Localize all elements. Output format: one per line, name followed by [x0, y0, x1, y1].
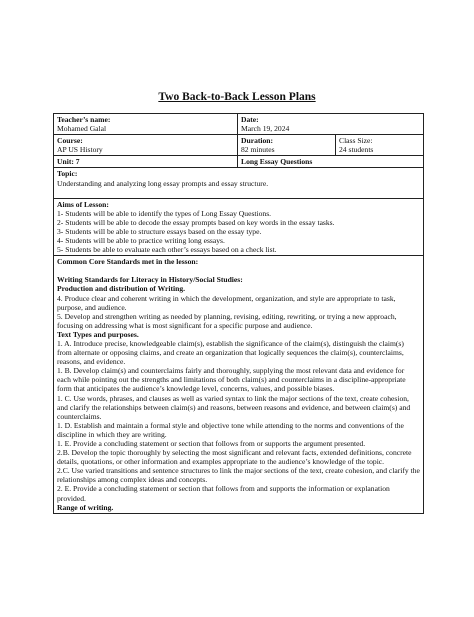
unit-row — [54, 156, 423, 168]
standard-item: 1. E. Provide a concluding statement or section that follows from or supports the argument presented. — [57, 439, 366, 448]
aims-cell — [54, 199, 423, 256]
standard-item: 1. B. Develop claim(s) and counterclaims fairly and thoroughly, supplying the most relevant data and evidence for each while pointing out the strengths and limitations of both claim(s) and counterclaims in a discipline-appropriate form that anticipates the audience’s knowledge level, concerns, values, and possible biases. — [57, 366, 406, 394]
aim-item: 5- Students be able to evaluate each other’s essays based on a check list. — [57, 245, 277, 255]
topic-row — [54, 168, 423, 198]
standard-item: 1. C. Use words, phrases, and clauses as well as varied syntax to link the major sections of the text, create cohesion, and clarify the relationships between claim(s) and reasons, between reasons and evidence, and between claim(s) and counterclaims. — [57, 393, 411, 421]
aim-item: 4- Students will be able to practice writing long essays. — [57, 236, 225, 246]
standards-cell — [54, 256, 423, 513]
teacher-label: Teacher’s name: — [57, 115, 111, 124]
teacher-value: Mohamed Galal — [57, 124, 107, 134]
standard-item: 1. D. Establish and maintain a formal style and objective tone while attending to the norms and conventions of the discipline in which they are writing. — [57, 420, 404, 439]
course-cell — [54, 135, 237, 155]
teacher-cell — [54, 114, 237, 134]
aim-item: 3- Students will be able to structure essays based on the essay type. — [57, 226, 262, 236]
standard-item: 5. Develop and strengthen writing as needed by planning, revising, editing, rewriting, or trying a new approach, focusing on addressing what is most significant for a specific purpose and audience. — [57, 311, 397, 330]
course-value: AP US History — [57, 145, 103, 155]
production-heading: Production and distribution of Writing. — [57, 284, 186, 294]
unit-title: Long Essay Questions — [237, 156, 423, 167]
standard-item: 2.B. Develop the topic thoroughly by selecting the most significant and relevant facts, extended definitions, concrete details, quotations, or other information and examples appropriate to the audience’s knowledge of the topic. — [57, 448, 412, 467]
course-label: Course: — [57, 136, 83, 146]
duration-cell — [237, 135, 335, 155]
class-size-value: 24 students — [339, 145, 374, 155]
aims-label: Aims of Lesson: — [57, 199, 109, 209]
aim-item: 2- Students will be able to decode the essay prompts based on key words in the essay tasks. — [57, 217, 335, 227]
standards-label: Common Core Standards met in the lesson: — [57, 257, 199, 267]
standard-item: 4. Produce clear and coherent writing in which the development, organization, and style are appropriate to task, purpose, and audience. — [57, 293, 396, 312]
topic-cell — [54, 168, 423, 197]
standard-item: 1. A. Introduce precise, knowledgeable claim(s), establish the significance of the claim(s), distinguish the claim(s) from alternate or opposing claims, and create an organization that logically sequences the claim(s), counterclaims, reasons, and evidence. — [57, 338, 404, 367]
class-size-label: Class Size: — [339, 136, 373, 146]
standard-item: 2. E. Provide a concluding statement or section that follows from and supports the information or explanation provided. — [57, 484, 390, 503]
lesson-plan-table — [53, 113, 424, 514]
range-heading: Range of writing. — [57, 502, 114, 512]
aims-row — [54, 199, 423, 257]
writing-standards-heading: Writing Standards for Literacy in History/Social Studies: — [57, 275, 243, 285]
topic-text: Understanding and analyzing long essay prompts and essay structure. — [57, 178, 269, 188]
page-title: Two Back-to-Back Lesson Plans — [158, 91, 316, 103]
duration-value: 82 minutes — [241, 145, 275, 155]
course-row — [54, 135, 423, 156]
teacher-date-row — [54, 114, 423, 135]
text-types-heading: Text Types and purposes. — [57, 329, 139, 339]
class-size-cell — [335, 135, 423, 155]
standards-row — [54, 256, 423, 513]
standard-item: 2.C. Use varied transitions and sentence structures to link the major sections of the text, create cohesion, and clarify the relationships among complex ideas and concepts. — [57, 466, 420, 485]
unit-label: Unit: 7 — [57, 157, 80, 167]
topic-label: Topic: — [57, 169, 78, 179]
date-cell — [237, 114, 423, 134]
date-value: March 19, 2024 — [241, 124, 290, 134]
date-label: Date: — [241, 115, 259, 124]
aim-item: 1- Students will be able to identify the types of Long Essay Questions. — [57, 208, 272, 218]
duration-label: Duration: — [241, 136, 274, 146]
